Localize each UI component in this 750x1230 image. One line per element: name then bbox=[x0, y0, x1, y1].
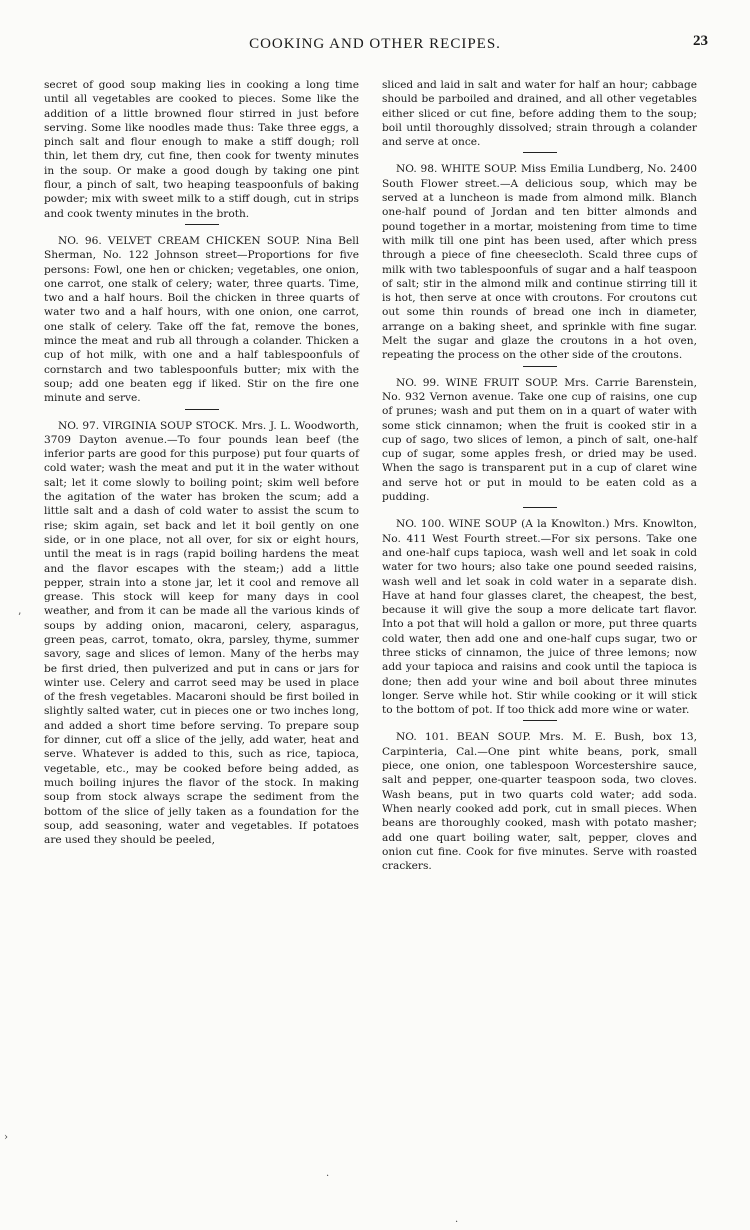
print-speck: . bbox=[455, 1214, 459, 1225]
print-speck: . bbox=[326, 1168, 330, 1179]
recipe-101: NO. 101. BEAN SOUP. Mrs. M. E. Bush, box 13, Carpinteria, Cal.—One pint white beans, pork, small piece, one onion, one tablespoon Worcestershire sauce, salt and pepper, one-quarter teaspoon soda, two cloves. Wash beans, put in two quarts cold water; add soda. When nearly cooked add pork, cut in small pieces. When beans are thoroughly cooked, mash with potato masher; add one quart boiling water, salt, pepper, cloves and onion cut fine. Cook for five minutes. Serve with roasted crackers. bbox=[382, 731, 697, 873]
running-head: COOKING AND OTHER RECIPES. bbox=[249, 36, 501, 52]
recipe-100: NO. 100. WINE SOUP (A la Knowlton.) Mrs. Knowlton, No. 411 West Fourth street.—For six persons. Take one and one-half cups tapioca, wash well and let soak in cold water for two hours; also take one pound seeded raisins, wash well and let soak in cold water in a separate dish. Have at hand four glasses claret, the cheapest, the best, because it will give the soup a more delicate tart flavor. Into a pot that will hold a gallon or more, put three quarts cold water, then add one and one-half cups sugar, two or three sticks of cinnamon, the juice of three lemons; now add your tapioca and raisins and cook until the tapioca is done; then add your wine and boil about three minutes longer. Serve while hot. Stir while cooking or it will stick to the bottom of pot. If too thick add more wine or water. bbox=[382, 518, 697, 717]
section-divider bbox=[523, 152, 557, 153]
section-divider bbox=[185, 409, 219, 410]
recipe-98: NO. 98. WHITE SOUP. Miss Emilia Lundberg, No. 2400 South Flower street.—A delicious soup, which may be served at a luncheon is made from almond milk. Blanch one-half pound of Jordan and ten bitter almonds and pound together in a mortar, moistening from time to time with milk till one pint has been used, after which press through a piece of fine cheesecloth. Scald three cups of milk with two tablespoonfuls of sugar and a half teaspoon of salt; stir in the almond milk and continue stirring till it is hot, then serve at once with croutons. For croutons cut out some thin rounds of bread one inch in diameter, arrange on a baking sheet, and sprinkle with fine sugar. Melt the sugar and glaze the croutons in a hot oven, repeating the process on the other side of the croutons. bbox=[382, 163, 697, 362]
section-divider bbox=[185, 224, 219, 225]
section-divider bbox=[523, 366, 557, 367]
right-column bbox=[382, 78, 697, 873]
continuation-text: secret of good soup making lies in cooking a long time until all vegetables are cooked to pieces. Some like the addition of a little browned flour stirred in just before serving. Some like noodles made thus: Take three eggs, a pinch salt and flour enough to make a stiff dough; roll thin, let them dry, cut fine, then cook for twenty minutes in the soup. Or make a good dough by taking one pint flour, a pinch of salt, two heaping teaspoonfuls of baking powder; mix with sweet milk to a stiff dough, cut in strips and cook twenty minutes in the broth. bbox=[44, 79, 359, 220]
continuation-text: sliced and laid in salt and water for half an hour; cabbage should be parboiled and drained, and all other vegetables either sliced or cut fine, before adding them to the soup; boil until thoroughly dissolved; strain through a colander and serve at once. bbox=[382, 79, 697, 149]
section-divider bbox=[523, 507, 557, 508]
recipe-99: NO. 99. WINE FRUIT SOUP. Mrs. Carrie Barenstein, No. 932 Vernon avenue. Take one cup of raisins, one cup of prunes; wash and put them on in a quart of water with some stick cinnamon; when the fruit is cooked stir in a cup of sago, two slices of lemon, a pinch of salt, one-half cup of sugar, some apples fresh, or dried may be used. When the sago is transparent put in a cup of claret wine and serve hot or put in mould to be eaten cold as a pudding. bbox=[382, 376, 697, 504]
recipe-96: NO. 96. VELVET CREAM CHICKEN SOUP. Nina Bell Sherman, No. 122 Johnson street—Proportions for five persons: Fowl, one hen or chicken; vegetables, one onion, one carrot, one stalk of celery; water, three quarts. Time, two and a half hours. Boil the chicken in three quarts of water two and a half hours, with one onion, one carrot, one stalk of celery. Take off the fat, remove the bones, mince the meat and rub all through a colander. Thicken a cup of hot milk, with one and a half tablespoonfuls of cornstarch and two tablespoonfuls butter; mix with the soup; add one beaten egg if liked. Stir on the fire one minute and serve. bbox=[44, 234, 359, 405]
page-number: 23 bbox=[693, 33, 708, 49]
recipe-97: NO. 97. VIRGINIA SOUP STOCK. Mrs. J. L. Woodworth, 3709 Dayton avenue.—To four pounds lean beef (the inferior parts are good for this purpose) put four quarts of cold water; wash the meat and put it in the water without salt; let it come slowly to boiling point; skim well before the agitation of the water has broken the scum; add a little salt and a dash of cold water to assist the scum to rise; skim again, set back and let it boil gently on one side, or in one place, not all over, for six or eight hours, until the meat is in rags (rapid boiling hardens the meat and the flavor escapes with the steam;) add a little pepper, strain into a stone jar, let it cool and remove all grease. This stock will keep for many days in cool weather, and from it can be made all the various kinds of soups by adding onion, macaroni, celery, asparagus, green peas, carrot, tomato, okra, parsley, thyme, summer savory, sage and slices of lemon. Many of the herbs may be first dried, then pulverized and put in cans or jars for winter use. Celery and carrot seed may be used in place of the fresh vegetables. Macaroni should be first boiled in slightly salted water, cut in pieces one or two inches long, and added a short time before serving. To prepare soup for dinner, cut off a slice of the jelly, add water, heat and serve. Whatever is added to this, such as rice, tapioca, vegetable, etc., may be cooked before being added, as much boiling injures the flavor of the stock. In making soup from stock always scrape the sediment from the bottom of the slice of jelly taken as a foundation for the soup, add seasoning, water and vegetables. If potatoes are used they should be peeled, bbox=[44, 419, 359, 847]
print-speck: › bbox=[4, 1132, 8, 1143]
left-column bbox=[44, 78, 359, 847]
section-divider bbox=[523, 720, 557, 721]
print-speck: ’ bbox=[18, 612, 22, 623]
